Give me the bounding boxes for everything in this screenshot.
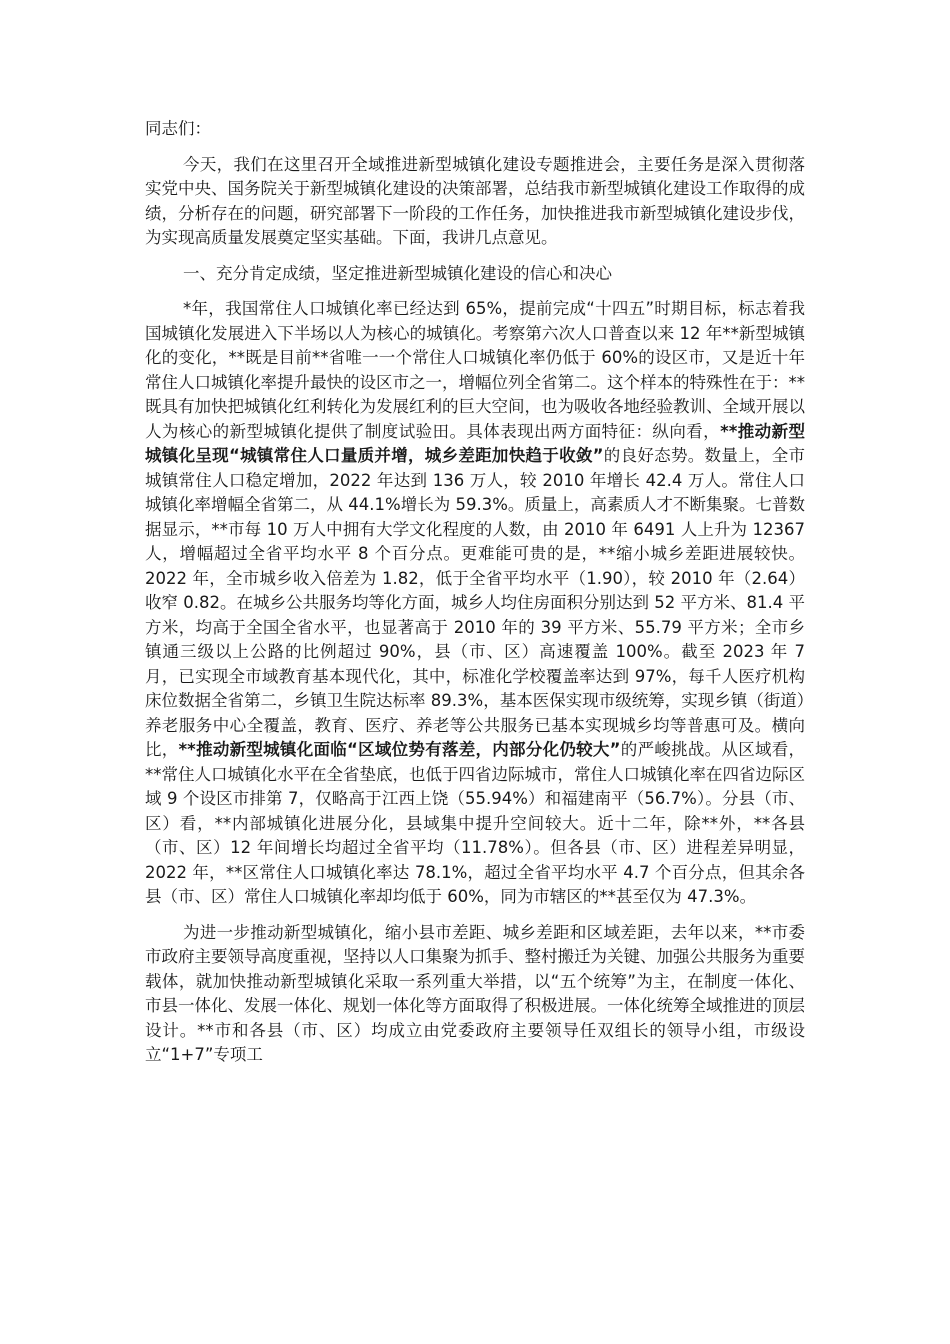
salutation: 同志们： (145, 119, 211, 138)
achievements-bold-2: **推动新型城镇化面临“区域位势有落差，内部分化仍较大” (178, 740, 621, 759)
section-heading-1: 一、充分肯定成绩，坚定推进新型城镇化建设的信心和决心 (183, 263, 612, 283)
document-page (145, 117, 805, 1079)
achievements-bold-1: **推动新型城镇化呈现“城镇常住人口量质并增，城乡差距加快趋于收敛” (145, 421, 805, 465)
achievements-paragraph (145, 297, 805, 910)
achievements-text-1: *年，我国常住人口城镇化率已经达到 65%，提前完成“十四五”时期目标，标志着我国城镇化发展进入下半场以人为核心的城镇化。考察第六次人口普查以来 12 年**新型城镇化的变化，**既是目前**省唯一一个常住人口城镇化率仍低于 60%的设区市，又是近十年常住人口城镇化率提升最快的设区市之一，增幅位列全省第二。这个样本的特殊性在于：**既具有加快把城镇化红利转化为发展红利的巨大空间，也为吸收各地经验教训、全域开展以人为核心的新型城镇化提供了制度试验田。具体表现出两方面特征：纵向看， (145, 299, 805, 441)
achievements-text-3: 的严峻挑战。从区域看，**常住人口城镇化水平在全省垫底，也低于四省边际城市，常住人口城镇化率在四省边际区域 9 个设区市排第 7，仅略高于江西上饶（55.94%）和福建南平（56.7%）。分县（市、区）看，**内部城镇化进展分化，县域集中提升空间较大。近十二年，除**外，**各县（市、区）12 年间增长均超过全省平均（11.78%）。但各县（市、区）进程差异明显，2022 年，**区常住人口城镇化率达 78.1%，超过全省平均水平 4.7 个百分点，但其余各县（市、区）常住人口城镇化率却均低于 60%，同为市辖区的**甚至仅为 47.3%。 (145, 740, 806, 906)
achievements-text-2: 的良好态势。数量上，全市城镇常住人口稳定增加，2022 年达到 136 万人，较 2010 年增长 42.4 万人。常住人口城镇化率增幅全省第二，从 44.1%增长为 59.3%。质量上，高素质人才不断集聚。七普数据显示，**市每 10 万人中拥有大学文化程度的人数，由 2010 年 6491 人上升为 12367 人，增幅超过全省平均水平 8 个百分点。更难能可贵的是，**缩小城乡差距进展较快。2022 年，全市城乡收入倍差为 1.82，低于全省平均水平（1.90），较 2010 年（2.64）收窄 0.82。在城乡公共服务均等化方面，城乡人均住房面积分别达到 52 平方米、81.4 平方米，均高于全国全省水平，也显著高于 2010 年的 39 平方米、55.79 平方米；全市乡镇通三级以上公路的比例超过 90%，县（市、区）高速覆盖 100%。截至 2023 年 7 月，已实现全市域教育基本现代化，其中，标准化学校覆盖率达到 97%，每千人医疗机构床位数据全省第二，乡镇卫生院达标率 89.3%，基本医保实现市级统筹，实现乡镇（街道）养老服务中心全覆盖，教育、医疗、养老等公共服务已基本实现城乡均等普惠可及。横向比， (145, 446, 805, 759)
intro-paragraph: 今天，我们在这里召开全域推进新型城镇化建设专题推进会，主要任务是深入贯彻落实党中央、国务院关于新型城镇化建设的决策部署，总结我市新型城镇化建设工作取得的成绩，分析存在的问题，研究部署下一阶段的工作任务，加快推进我市新型城镇化建设步伐，为实现高质量发展奠定坚实基础。下面，我讲几点意见。 (145, 154, 805, 247)
measures-paragraph: 为进一步推动新型城镇化，缩小县市差距、城乡差距和区域差距，去年以来，**市委市政府主要领导高度重视，坚持以人口集聚为抓手、整村搬迁为关键、加强公共服务为重要载体，就加快推动新型城镇化采取一系列重大举措，以“五个统筹”为主，在制度一体化、市县一体化、发展一体化、规划一体化等方面取得了积极进展。一体化统筹全域推进的顶层设计。**市和各县（市、区）均成立由党委政府主要领导任双组长的领导小组，市级设立“1+7”专项工 (145, 922, 805, 1064)
